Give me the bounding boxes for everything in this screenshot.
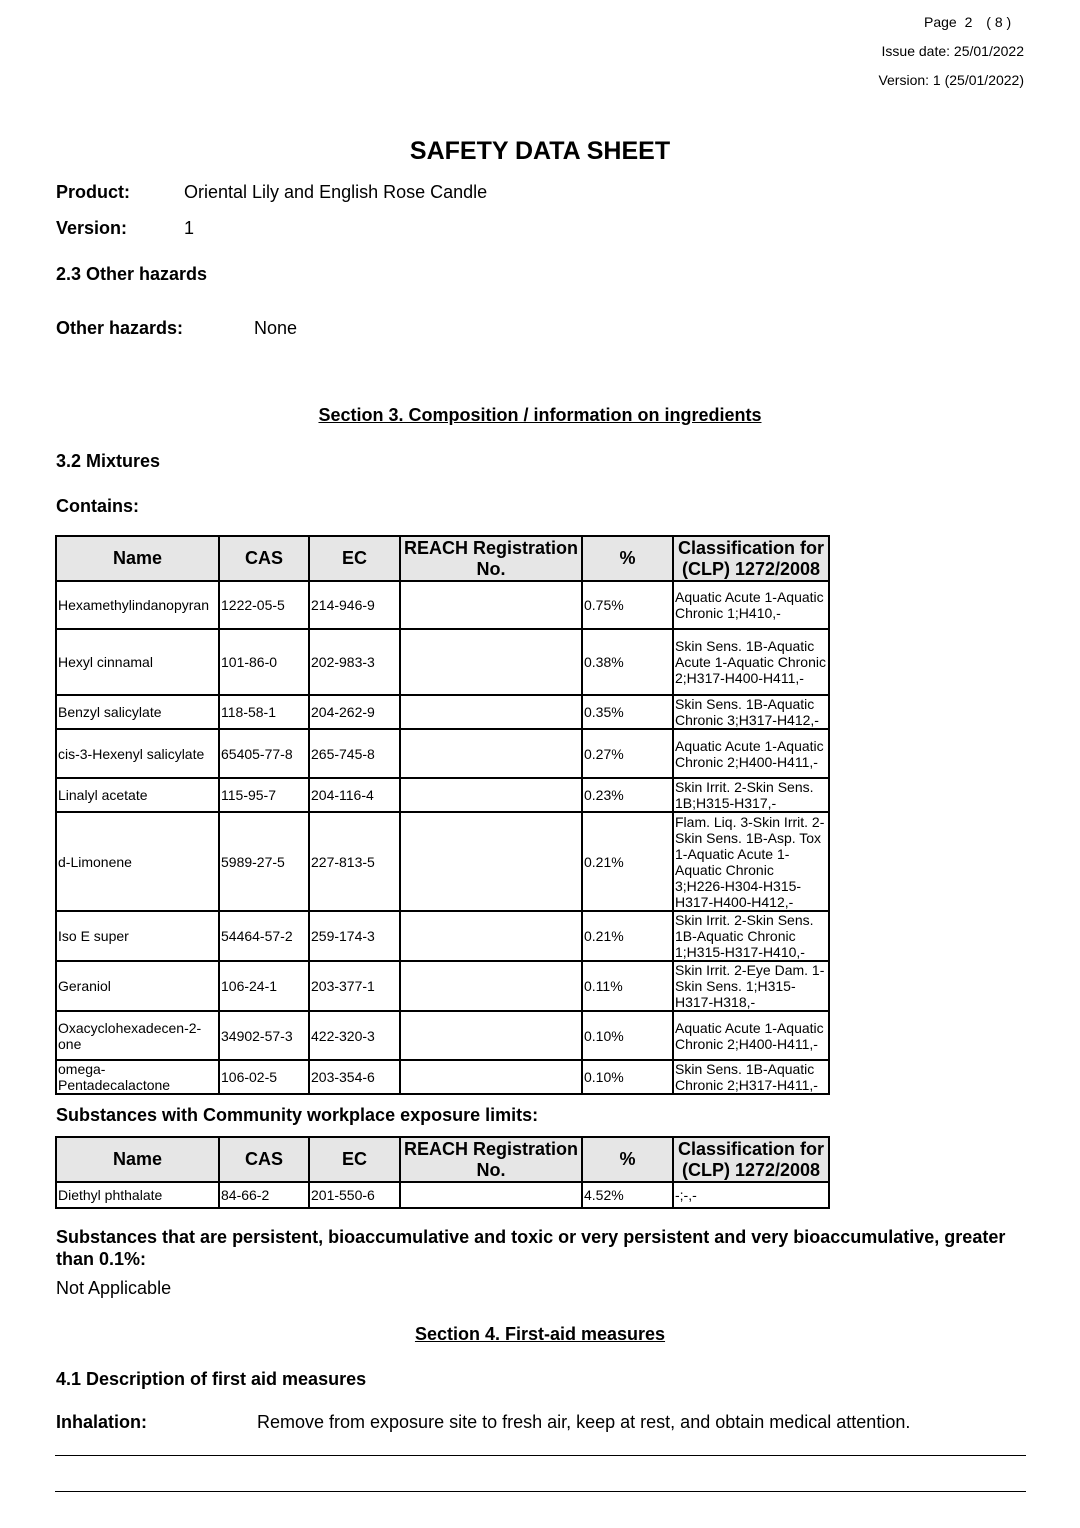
cell-classification: Flam. Liq. 3-Skin Irrit. 2-Skin Sens. 1B-Asp. Tox 1-Aquatic Acute 1-Aquatic Chronic 3;H226-H304-H315-H317-H400-H412,- [673,812,829,911]
page-label: Page [924,14,957,30]
col-percent: % [582,1137,673,1182]
cell-reach [400,778,582,812]
contains-heading: Contains: [56,496,139,516]
ingredients-table [55,535,830,1095]
cell-classification: Skin Sens. 1B-Aquatic Chronic 3;H317-H412,- [673,695,829,729]
table-row [56,1011,829,1060]
cell-ec: 214-946-9 [309,581,400,629]
cell-ec: 203-354-6 [309,1060,400,1094]
cell-percent: 0.35% [582,695,673,729]
table-row [56,911,829,961]
cell-name: Hexamethylindanopyran [56,581,219,629]
cell-name: Iso E super [56,911,219,961]
col-ec: EC [309,1137,400,1182]
cell-classification: Skin Irrit. 2-Skin Sens. 1B;H315-H317,- [673,778,829,812]
other-hazards-label: Other hazards: [56,318,184,338]
inhalation-value: Remove from exposure site to fresh air, keep at rest, and obtain medical attention. [257,1412,911,1432]
cell-name: cis-3-Hexenyl salicylate [56,729,219,778]
cell-classification: Aquatic Acute 1-Aquatic Chronic 1;H410,- [673,581,829,629]
col-classification: Classification for (CLP) 1272/2008 [673,1137,829,1182]
footer-rule-bottom [55,1491,1026,1492]
workplace-heading: Substances with Community workplace exposure limits: [56,1105,539,1125]
cell-reach [400,729,582,778]
table-header-row [56,1137,829,1182]
inhalation-label: Inhalation: [56,1412,147,1432]
cell-ec: 265-745-8 [309,729,400,778]
section3-title: Section 3. Composition / information on ingredients [318,405,762,425]
page-current: 2 [964,14,973,30]
cell-ec: 204-116-4 [309,778,400,812]
cell-ec: 203-377-1 [309,961,400,1011]
table-row [56,629,829,695]
cell-ec: 227-813-5 [309,812,400,911]
pbt-value: Not Applicable [56,1278,172,1298]
cell-name: omega-Pentadecalactone [56,1060,219,1094]
cell-name: Oxacyclohexadecen-2-one [56,1011,219,1060]
cell-name: Diethyl phthalate [56,1182,219,1208]
cell-reach [400,961,582,1011]
cell-cas: 65405-77-8 [219,729,309,778]
page-total: ( 8 ) [986,14,1012,30]
cell-reach [400,812,582,911]
cell-cas: 5989-27-5 [219,812,309,911]
version-value: 1 [184,218,195,238]
cell-cas: 54464-57-2 [219,911,309,961]
table-row [56,1182,829,1208]
cell-cas: 106-02-5 [219,1060,309,1094]
cell-classification: Skin Sens. 1B-Aquatic Chronic 2;H317-H411,- [673,1060,829,1094]
col-ec: EC [309,536,400,581]
cell-reach [400,911,582,961]
cell-name: Geraniol [56,961,219,1011]
first-aid-heading: 4.1 Description of first aid measures [56,1369,367,1389]
cell-cas: 84-66-2 [219,1182,309,1208]
cell-ec: 422-320-3 [309,1011,400,1060]
table-header-row [56,536,829,581]
page-number [924,14,1011,30]
cell-reach [400,581,582,629]
version-label: Version: [56,218,128,238]
cell-classification: Skin Irrit. 2-Eye Dam. 1-Skin Sens. 1;H315-H317-H318,- [673,961,829,1011]
issue-date: Issue date: 25/01/2022 [881,43,1024,59]
cell-percent: 4.52% [582,1182,673,1208]
cell-classification: Aquatic Acute 1-Aquatic Chronic 2;H400-H411,- [673,729,829,778]
version-date: Version: 1 (25/01/2022) [878,72,1024,88]
table-row [56,581,829,629]
cell-cas: 106-24-1 [219,961,309,1011]
col-cas: CAS [219,536,309,581]
other-hazards-value: None [254,318,298,338]
cell-percent: 0.23% [582,778,673,812]
cell-percent: 0.38% [582,629,673,695]
cell-name: Benzyl salicylate [56,695,219,729]
cell-percent: 0.10% [582,1011,673,1060]
table-row [56,812,829,911]
col-name: Name [56,536,219,581]
pbt-heading: Substances that are persistent, bioaccumulative and toxic or very persistent and very bioaccumulative, greater than 0.1%: [56,1227,1006,1269]
footer-rule-top [55,1455,1026,1456]
workplace-table [55,1136,830,1209]
section4-title: Section 4. First-aid measures [414,1324,666,1344]
cell-ec: 202-983-3 [309,629,400,695]
col-reach: REACH Registration No. [400,536,582,581]
cell-reach [400,1182,582,1208]
col-classification: Classification for (CLP) 1272/2008 [673,536,829,581]
other-hazards-heading: 2.3 Other hazards [56,264,208,284]
product-value: Oriental Lily and English Rose Candle [184,182,488,202]
cell-cas: 1222-05-5 [219,581,309,629]
cell-name: Hexyl cinnamal [56,629,219,695]
cell-reach [400,629,582,695]
cell-ec: 201-550-6 [309,1182,400,1208]
document-title: SAFETY DATA SHEET [409,137,671,165]
cell-cas: 34902-57-3 [219,1011,309,1060]
cell-percent: 0.10% [582,1060,673,1094]
table-row [56,961,829,1011]
col-percent: % [582,536,673,581]
cell-reach [400,1011,582,1060]
table-row [56,1060,829,1094]
cell-classification: Skin Irrit. 2-Skin Sens. 1B-Aquatic Chronic 1;H315-H317-H410,- [673,911,829,961]
table-row [56,778,829,812]
cell-percent: 0.21% [582,812,673,911]
cell-cas: 118-58-1 [219,695,309,729]
col-cas: CAS [219,1137,309,1182]
cell-percent: 0.11% [582,961,673,1011]
cell-classification: Skin Sens. 1B-Aquatic Acute 1-Aquatic Chronic 2;H317-H400-H411,- [673,629,829,695]
cell-classification: -;-,- [673,1182,829,1208]
cell-percent: 0.75% [582,581,673,629]
cell-percent: 0.27% [582,729,673,778]
table-row [56,729,829,778]
mixtures-heading: 3.2 Mixtures [56,451,161,471]
table-row [56,695,829,729]
cell-cas: 101-86-0 [219,629,309,695]
product-label: Product: [56,182,130,202]
cell-reach [400,1060,582,1094]
cell-cas: 115-95-7 [219,778,309,812]
cell-name: d-Limonene [56,812,219,911]
cell-percent: 0.21% [582,911,673,961]
cell-reach [400,695,582,729]
col-reach: REACH Registration No. [400,1137,582,1182]
col-name: Name [56,1137,219,1182]
cell-ec: 259-174-3 [309,911,400,961]
cell-classification: Aquatic Acute 1-Aquatic Chronic 2;H400-H411,- [673,1011,829,1060]
cell-ec: 204-262-9 [309,695,400,729]
cell-name: Linalyl acetate [56,778,219,812]
